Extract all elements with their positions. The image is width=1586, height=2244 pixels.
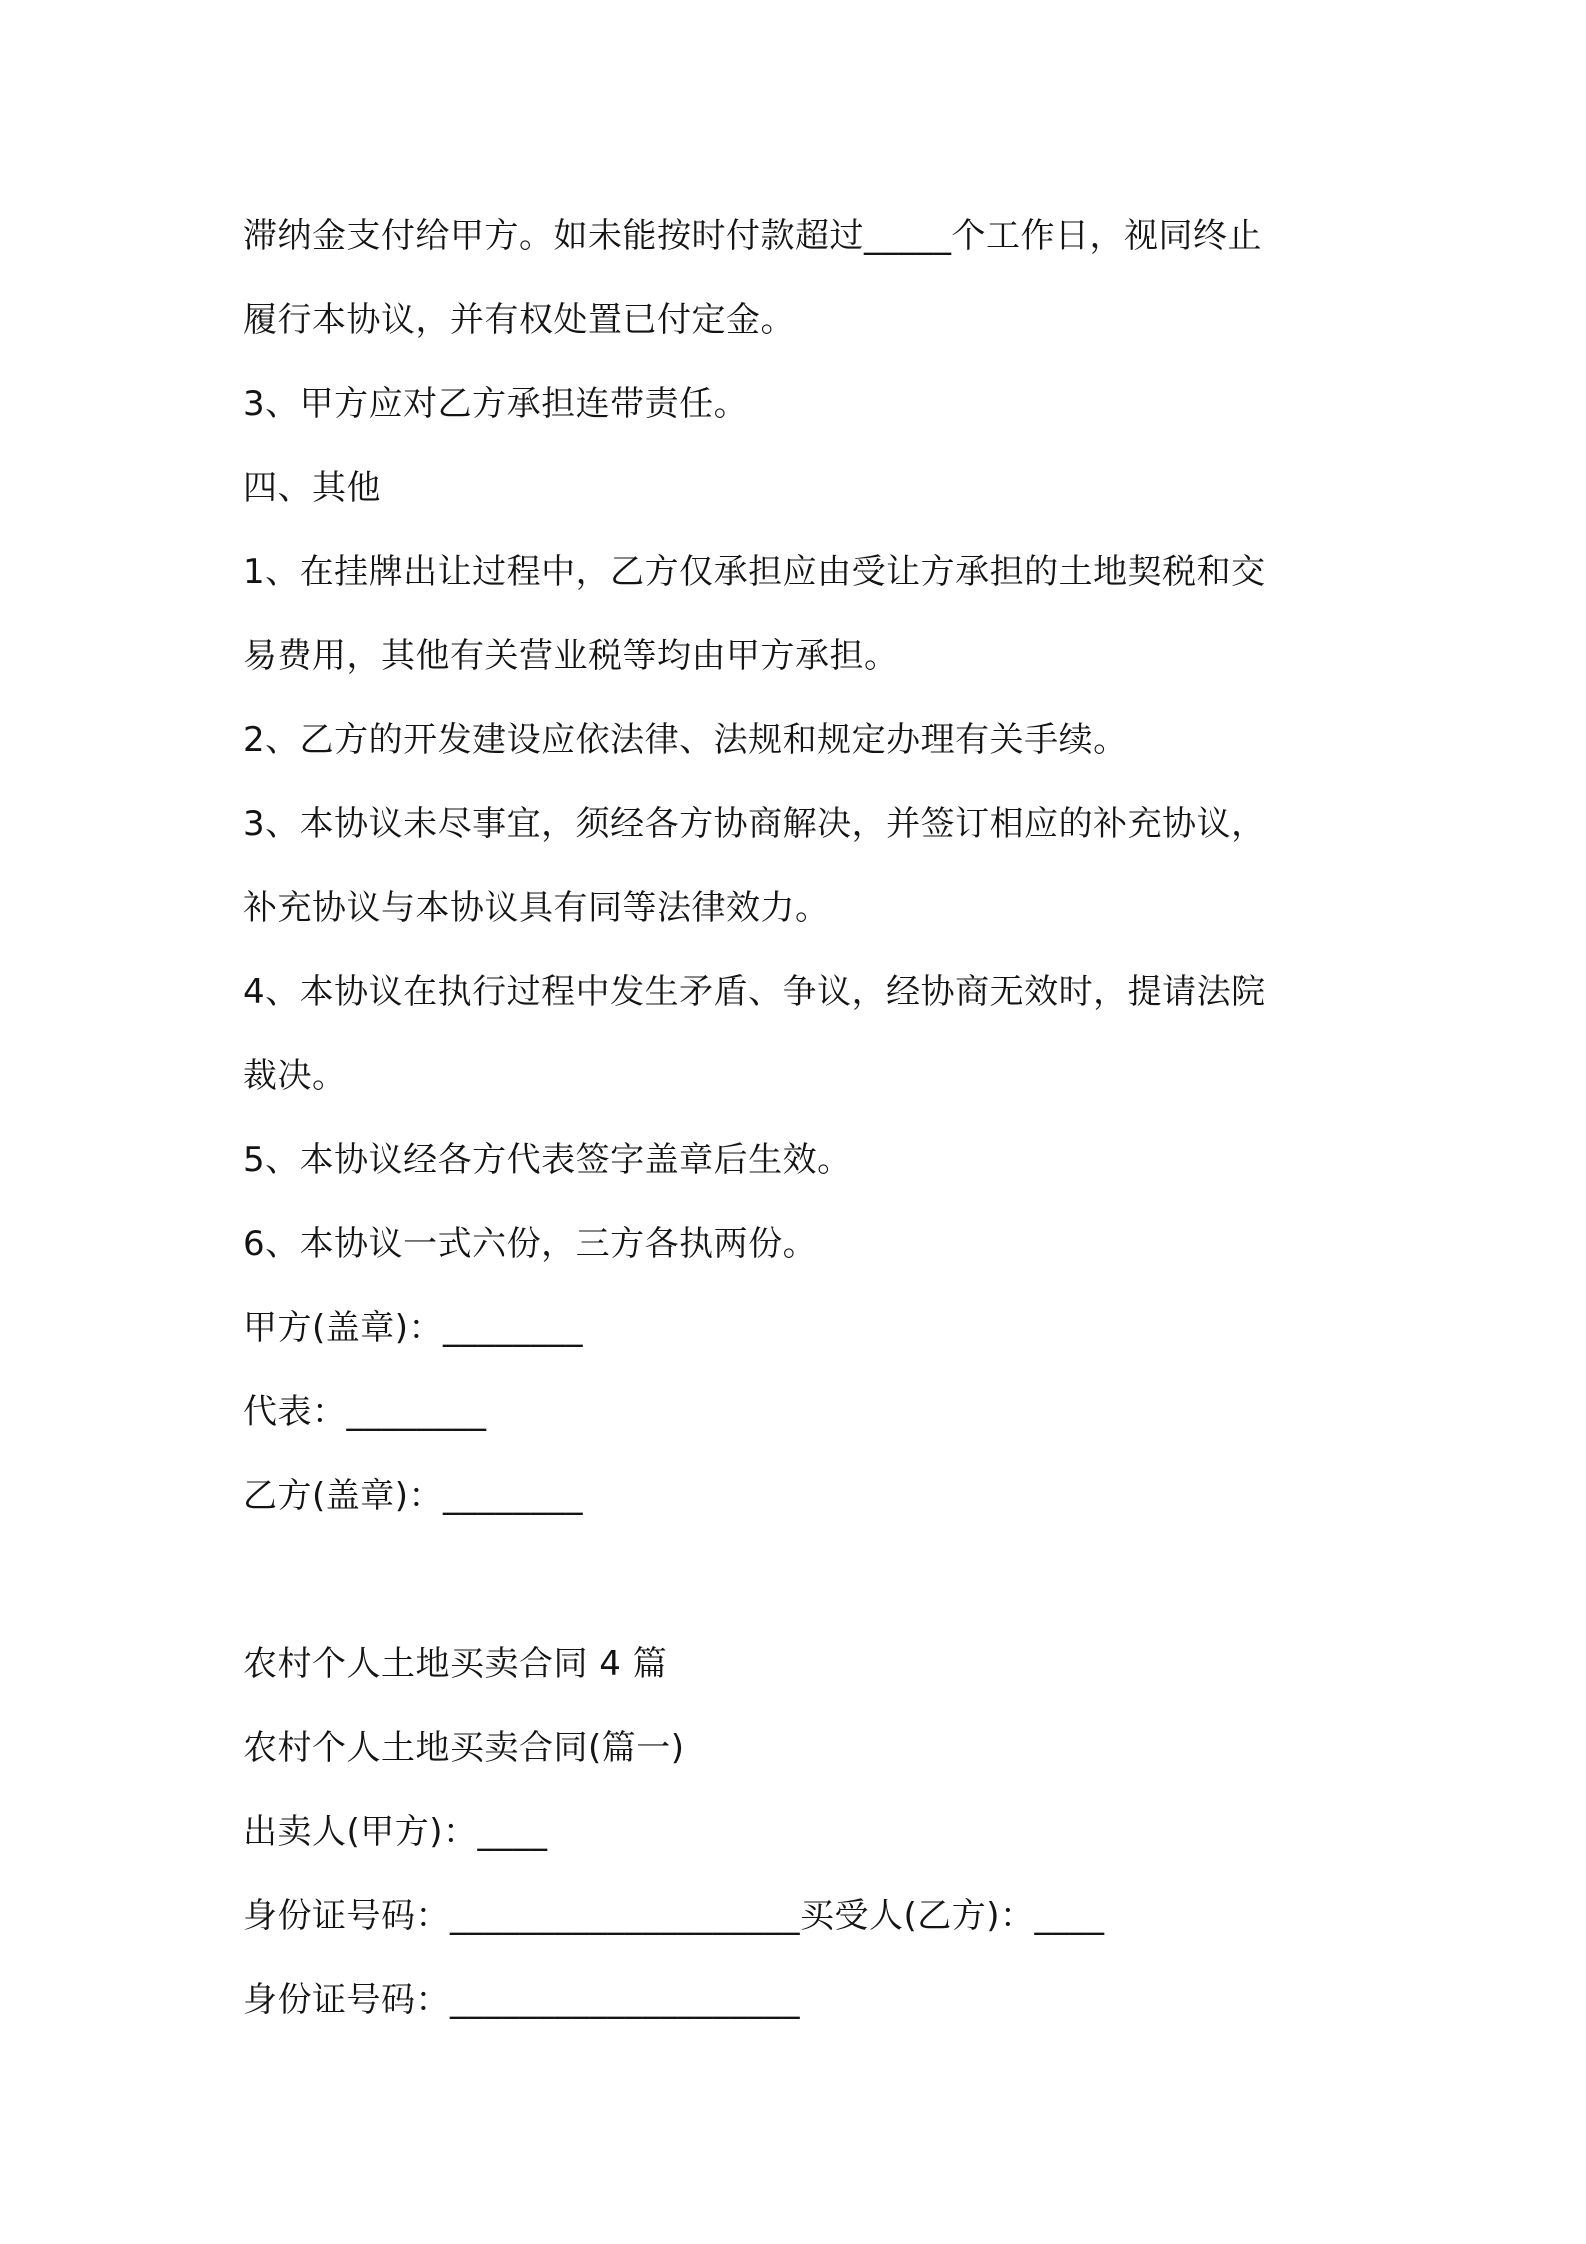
party-a-signature-line: 甲方(盖章)：________ [243, 1308, 584, 1348]
section-heading: 四、其他 [243, 468, 381, 508]
representative-signature-line: 代表：________ [243, 1392, 487, 1432]
clause-3-continued: 补充协议与本协议具有同等法律效力。 [243, 888, 830, 928]
clause-3-line: 3、本协议未尽事宜，须经各方协商解决，并签订相应的补充协议， [243, 804, 1266, 844]
document-body [243, 194, 1363, 2042]
clause-3-line: 3、甲方应对乙方承担连带责任。 [243, 384, 749, 424]
clause-1-continued: 易费用，其他有关营业税等均由甲方承担。 [243, 636, 899, 676]
collection-title: 农村个人土地买卖合同 4 篇 [243, 1644, 668, 1684]
clause-5-line: 5、本协议经各方代表签字盖章后生效。 [243, 1140, 852, 1180]
clause-4-continued: 裁决。 [243, 1056, 347, 1096]
paragraph-line: 履行本协议，并有权处置已付定金。 [243, 300, 795, 340]
seller-field-line: 出卖人(甲方)：____ [243, 1812, 548, 1852]
buyer-id-field-line: 身份证号码：____________________ [243, 1980, 800, 2020]
clause-6-line: 6、本协议一式六份，三方各执两份。 [243, 1224, 818, 1264]
contract-title: 农村个人土地买卖合同(篇一) [243, 1728, 685, 1768]
id-and-buyer-field-line: 身份证号码：____________________买受人(乙方)：____ [243, 1896, 1105, 1936]
party-b-signature-line: 乙方(盖章)：________ [243, 1476, 584, 1516]
clause-1-line: 1、在挂牌出让过程中，乙方仅承担应由受让方承担的土地契税和交 [243, 552, 1266, 592]
paragraph-line: 滞纳金支付给甲方。如未能按时付款超过_____个工作日，视同终止 [243, 216, 1262, 256]
section-spacer [243, 1538, 1363, 1622]
clause-2-line: 2、乙方的开发建设应依法律、法规和规定办理有关手续。 [243, 720, 1128, 760]
clause-4-line: 4、本协议在执行过程中发生矛盾、争议，经协商无效时，提请法院 [243, 972, 1266, 1012]
